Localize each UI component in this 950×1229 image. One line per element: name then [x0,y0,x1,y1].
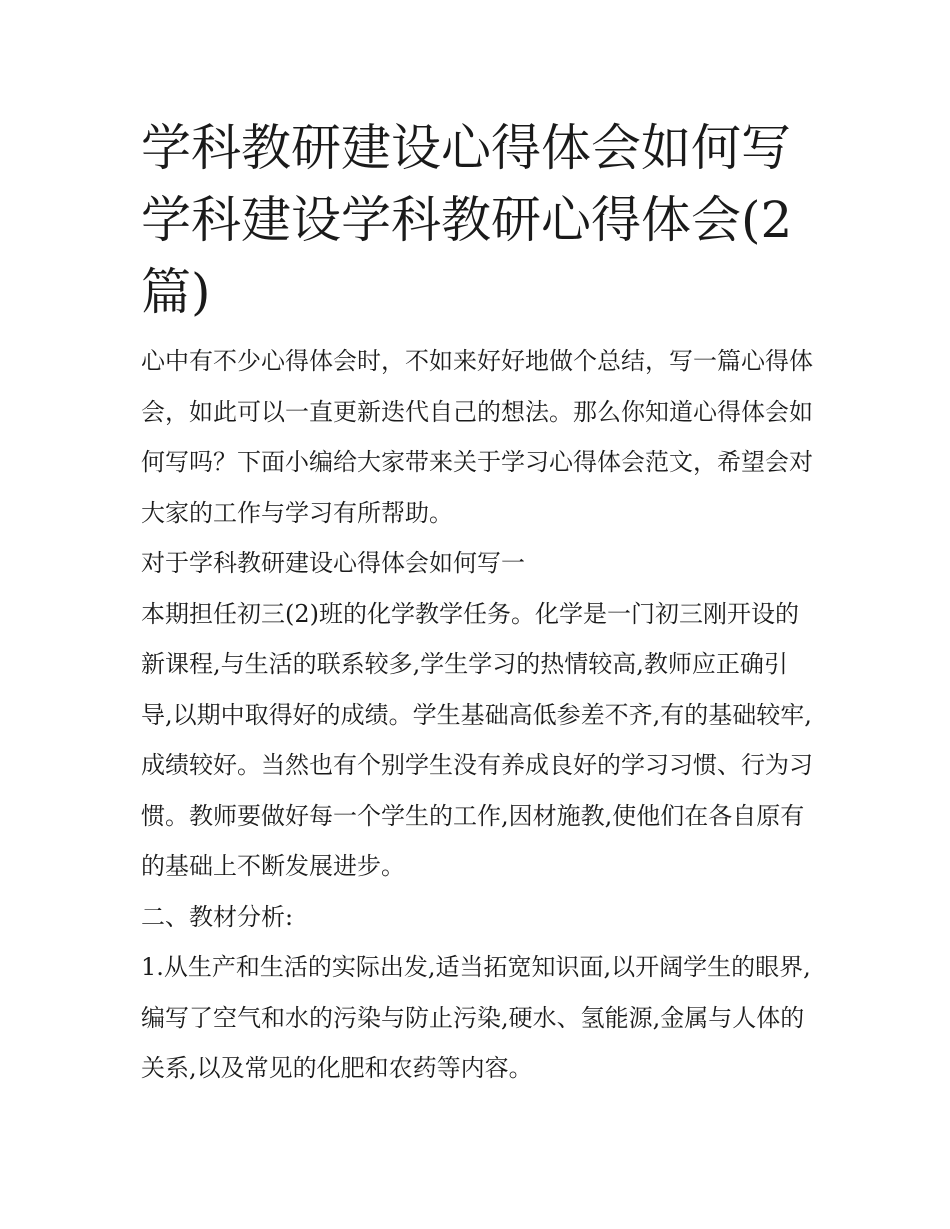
document-body [141,336,813,1094]
list-item: 1.从生产和生活的实际出发,适当拓宽知识面,以开阔学生的眼界,编写了空气和水的污染与防止污染,硬水、氢能源,金属与人体的关系,以及常见的化肥和农药等内容。 [141,953,811,1082]
section-title: 对于学科教研建设心得体会如何写一 [141,549,525,577]
body-paragraph: 本期担任初三(2)班的化学教学任务。化学是一门初三刚开设的新课程,与生活的联系较多,学生学习的热情较高,教师应正确引导,以期中取得好的成绩。学生基础高低参差不齐,有的基础较牢,成绩较好。当然也有个别学生没有养成良好的学习习惯、行为习惯。教师要做好每一个学生的工作,因材施教,使他们在各自原有的基础上不断发展进步。 [141,599,813,880]
subheading: 二、教材分析: [141,902,294,931]
intro-paragraph: 心中有不少心得体会时，不如来好好地做个总结，写一篇心得体会，如此可以一直更新迭代自己的想法。那么你知道心得体会如何写吗？下面小编给大家带来关于学习心得体会范文，希望会对大家的工作与学习有所帮助。 [141,347,813,527]
document-page [141,112,813,1094]
document-title: 学科教研建设心得体会如何写学科建设学科教研心得体会(2篇) [141,119,793,321]
